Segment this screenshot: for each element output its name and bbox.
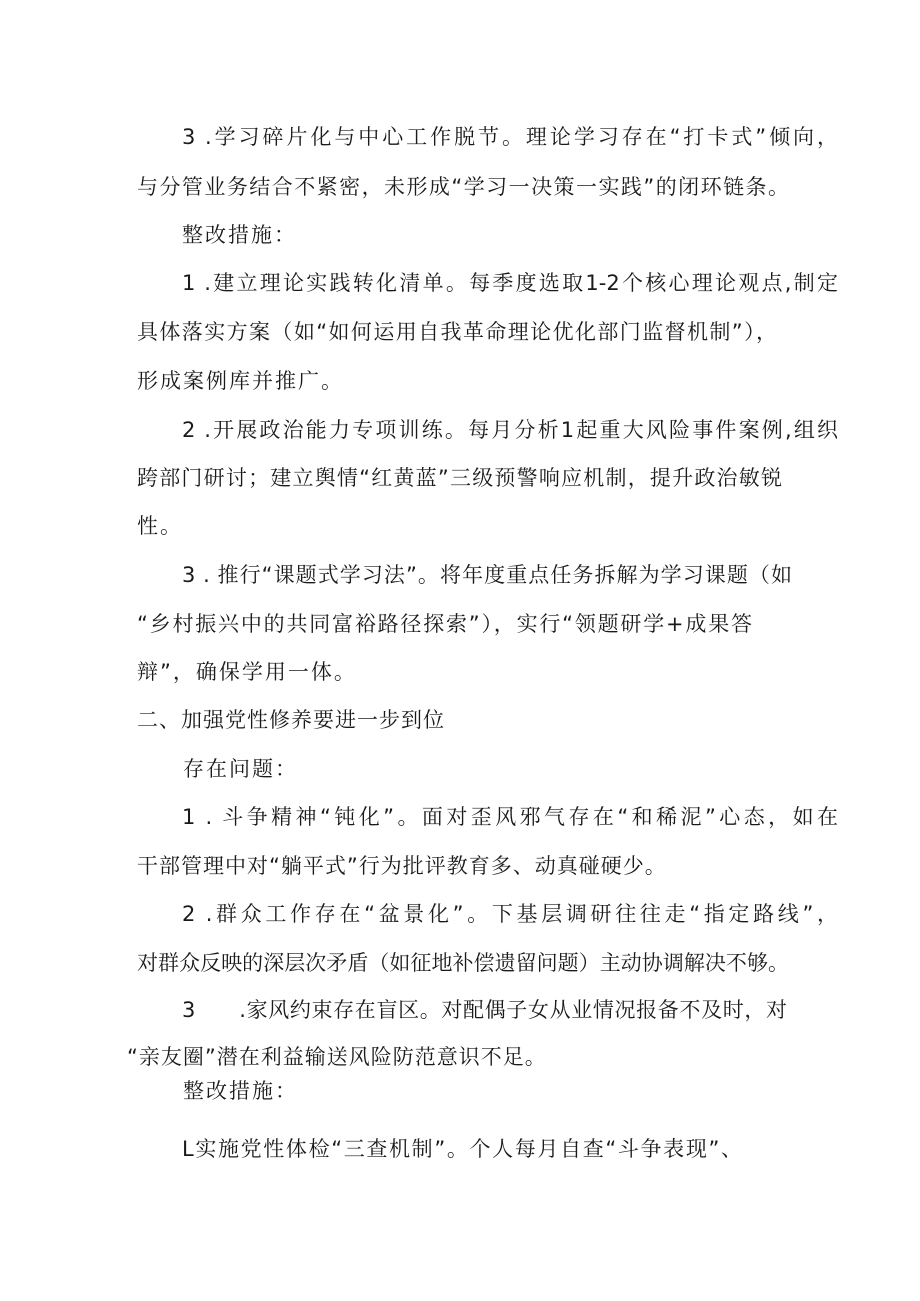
paragraph-line: 3 .学习碎片化与中心工作脱节。理论学习存在“打卡式”倾向， <box>182 125 838 149</box>
paragraph-line: 跨部门研讨；建立舆情“红黄蓝”三级预警响应机制，提升政治敏锐 <box>137 466 782 490</box>
paragraph-line: 形成案例库并推广。 <box>137 369 344 393</box>
paragraph-line: 辩”，确保学用一体。 <box>137 660 357 684</box>
section-heading: 二、加强党性修养要进一步到位 <box>137 708 445 732</box>
paragraph-line: L实施党性体检“三查机制”。个人每月自查“斗争表现”、 <box>182 1137 742 1161</box>
section-subheading: 整改措施： <box>182 223 297 247</box>
paragraph-line: 1 . 斗争精神“钝化”。面对歪风邪气存在“和稀泥”心态，如在 <box>182 805 838 829</box>
paragraph-line: 与分管业务结合不紧密，未形成“学习一决策一实践”的闭环链条。 <box>137 175 789 199</box>
paragraph-line: 具体落实方案（如“如何运用自我革命理论优化部门监督机制”）， <box>137 320 777 344</box>
paragraph-line: 3 .家风约束存在盲区。对配偶子女从业情况报备不及时，对 <box>182 998 787 1022</box>
paragraph-line: 2 .开展政治能力专项训练。每月分析1起重大风险事件案例,组织 <box>182 418 838 442</box>
paragraph-line: 3 . 推行“课题式学习法”。将年度重点任务拆解为学习课题（如 <box>182 563 792 587</box>
paragraph-line: “亲友圈”潜在利益输送风险防范意识不足。 <box>127 1045 547 1069</box>
paragraph-line: 对群众反映的深层次矛盾（如征地补偿遗留问题）主动协调解决不够。 <box>137 951 789 975</box>
paragraph-line: 性。 <box>137 514 183 538</box>
section-subheading: 整改措施： <box>183 1079 298 1103</box>
paragraph-line: “乡村振兴中的共同富裕路径探索”），实行“领题研学+成果答 <box>137 612 752 636</box>
paragraph-line: 1 .建立理论实践转化清单。每季度选取1-2个核心理论观点,制定 <box>182 271 838 295</box>
section-subheading: 存在问题： <box>183 757 298 781</box>
paragraph-line: 干部管理中对“躺平式”行为批评教育多、动真碰硬少。 <box>137 854 667 878</box>
paragraph-line: 2 .群众工作存在“盆景化”。下基层调研往往走“指定路线”， <box>182 902 838 926</box>
